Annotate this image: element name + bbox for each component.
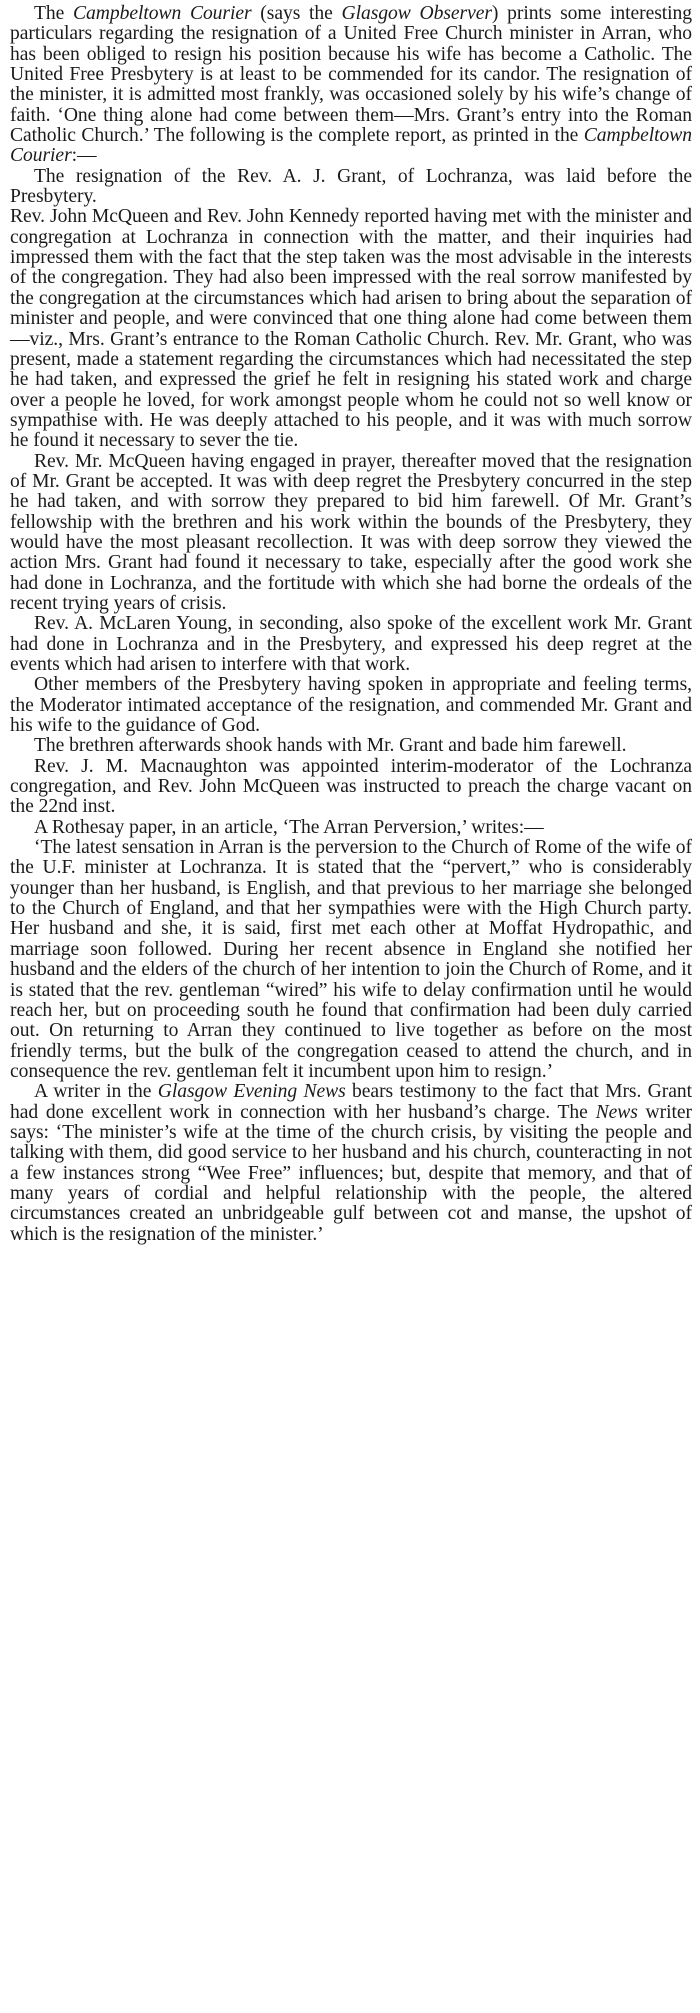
paragraph-text: The brethren afterwards shook hands with Mr. Grant and bade him farewell. bbox=[34, 735, 627, 757]
article-paragraph bbox=[10, 675, 692, 736]
paragraph-text: The bbox=[34, 3, 74, 24]
paragraph-text: The resignation of the Rev. A. J. Grant, of Lochranza, was laid before the Presbytery. bbox=[10, 165, 692, 208]
article-paragraph bbox=[10, 838, 692, 1082]
article-paragraph bbox=[10, 818, 692, 838]
paragraph-text: :— bbox=[71, 145, 97, 167]
paragraph-text: ) prints some interesting particulars regarding the resignation of a United Free Church minister in Arran, who has been obliged to resign his position because his wife has become a Catholic. The United Free Presbytery is at least to be commended for its candor. The resignation of the minister, it is admitted most frankly, was occasioned solely by his wife’s change of faith. ‘One thing alone had come between them—Mrs. Grant’s entry into the Roman Catholic Church.’ The following is the complete report, as printed in the bbox=[10, 3, 693, 147]
paragraph-text: Rev. A. McLaren Young, in seconding, also spoke of the excellent work Mr. Grant had done in Lochranza and in the Presbytery, and expressed his deep regret at the events which had arisen to interfere with that work. bbox=[10, 613, 692, 675]
paragraph-text: Rev. Mr. McQueen having engaged in prayer, thereafter moved that the resignation of Mr. Grant be accepted. It was with deep regret the Presbytery concurred in the step he had taken, and with sorrow they prepared to bid him farewell. Of Mr. Grant’s fellowship with the brethren and his work within the bounds of the Presbytery, they would have the most pleasant recollection. It was with deep sorrow they viewed the action Mrs. Grant had found it necessary to take, especially after the good work she had done in Lochranza, and the fortitude with which she had borne the ordeals of the recent trying years of crisis. bbox=[10, 450, 692, 614]
paragraph-text: Other members of the Presbytery having spoken in appropriate and feeling terms, the Moderator intimated acceptance of the resignation, and commended Mr. Grant and his wife to the guidance of God. bbox=[10, 674, 692, 737]
italic-title-text: Glasgow Evening News bbox=[157, 1081, 346, 1103]
italic-title-text: Campbeltown Courier bbox=[10, 125, 692, 167]
article-paragraph bbox=[10, 207, 692, 451]
article-paragraph bbox=[10, 4, 692, 167]
article-paragraph bbox=[10, 167, 692, 208]
article-paragraph bbox=[10, 614, 692, 675]
italic-title-text: Campbeltown Courier bbox=[73, 3, 252, 24]
article-body bbox=[10, 4, 692, 1245]
paragraph-text: bears testimony to the fact that Mrs. Grant had done excellent work in connection with her husband’s charge. The bbox=[10, 1081, 692, 1123]
paragraph-text: ‘The latest sensation in Arran is the perversion to the Church of Rome of the wife of the U.F. minister at Lochranza. It is stated that the “pervert,” who is considerably younger than her husband, is English, and that previous to her marriage she belonged to the Church of England, and that her sympathies were with the High Church party. Her husband and she, it is said, first met each other at Moffat Hydropathic, and marriage soon followed. During her recent absence in England she notified her husband and the elders of the church of her intention to join the Church of Rome, and it is stated that the rev. gentleman “wired” his wife to delay confirmation until he would reach her, but on proceeding south he found that confirmation had been duly carried out. On returning to Arran they continued to live together as before on the most friendly terms, but the bulk of the congregation ceased to attend the church, and in consequence the rev. gentleman felt it incumbent upon him to resign.’ bbox=[10, 837, 692, 1082]
article-paragraph bbox=[10, 736, 692, 756]
article-paragraph bbox=[10, 452, 692, 615]
article-paragraph bbox=[10, 757, 692, 818]
paragraph-text: Rev. John McQueen and Rev. John Kennedy reported having met with the minister and congregation at Lochranza in connection with the matter, and their inquiries had impressed them with the fact that the step taken was the most advisable in the interests of the congregation. They had also been impressed with the real sorrow manifested by the congregation at the circumstances which had arisen to bring about the separation of minister and people, and were convinced that one thing alone had come between them—viz., Mrs. Grant’s entrance to the Roman Catholic Church. Rev. Mr. Grant, who was present, made a statement regarding the circumstances which had necessitated the step he had taken, and expressed the grief he felt in resigning his stated work and charge over a people he loved, for work amongst people whom he could not so well know or sympathise with. He was deeply attached to his people, and it was with much sorrow he found it necessary to sever the tie. bbox=[10, 206, 692, 452]
paragraph-text: (says the bbox=[251, 3, 342, 24]
italic-title-text: News bbox=[595, 1101, 638, 1123]
paragraph-text: A Rothesay paper, in an article, ‘The Arran Perversion,’ writes:— bbox=[34, 816, 544, 838]
paragraph-text: A writer in the bbox=[34, 1081, 158, 1103]
article-paragraph bbox=[10, 1082, 692, 1245]
paragraph-text: writer says: ‘The minister’s wife at the time of the church crisis, by visiting the people and talking with them, did good service to her husband and his church, counteracting in not a few instances strong “Wee Free” influences; but, despite that memory, and that of many years of cordial and helpful relationship with the people, the altered circumstances created an unbridgeable gulf between cot and manse, the upshot of which is the resignation of the minister.’ bbox=[10, 1101, 692, 1245]
paragraph-text: Rev. J. M. Macnaughton was appointed interim-moderator of the Lochranza congregation, and Rev. John McQueen was instructed to preach the charge vacant on the 22nd inst. bbox=[10, 755, 692, 818]
italic-title-text: Glasgow Observer bbox=[341, 3, 492, 24]
